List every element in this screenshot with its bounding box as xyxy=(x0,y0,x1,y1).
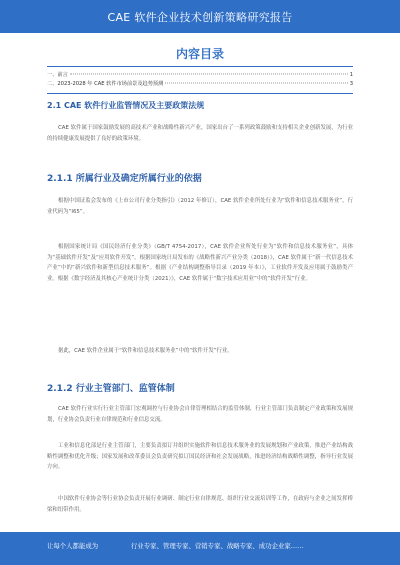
footer-slogan-right: 行业专家、管理专家、营销专家、战略专家、成功企业家…… xyxy=(131,542,304,550)
report-title: CAE 软件企业技术创新策略研究报告 xyxy=(107,11,293,24)
section-heading-2-1-1: 2.1.1 所属行业及确定所属行业的依据 xyxy=(47,174,202,184)
body-paragraph: 根据中国证监会发布的《上市公司行业分类指引》（2012 年修订），CAE 软件企业所处行业为“软件和信息技术服务业”，行业代码为“I65”。 xyxy=(47,198,353,215)
toc-divider-top xyxy=(47,66,353,67)
body-paragraph: 据此，CAE 软件企业属于“软件和信息技术服务业”中的“软件开发”行业。 xyxy=(58,348,233,354)
toc-heading: 内容目录 xyxy=(175,47,224,61)
toc-divider-bottom xyxy=(47,93,353,94)
toc-leader-dots xyxy=(70,74,348,75)
section-heading-2-1-2: 2.1.2 行业主管部门、监管体制 xyxy=(47,384,175,394)
footer-slogan-left: 让每个人都能成为 xyxy=(47,542,99,550)
body-paragraph: 根据国家统计局《国民经济行业分类》（GB/T 4754-2017），CAE 软件企业所处行业为“软件和信息技术服务业”，具体为“基础软件开发”及“应用软件开发”。根据国家统计局发布的《战略性新兴产业分类（2018）》，CAE 软件属于“新一代信息技术产业”中的“新兴软件和新型信息技术服务”。根据《产业结构调整指导目录（2019 年本）》，工业软件开发及应用属于鼓励类产业。根据《数字经济及其核心产业统计分类（2021）》，CAE 软件属于“数字技术应用业”中的“软件开发”行业。 xyxy=(47,244,353,282)
toc-entry-page: 3 xyxy=(349,81,353,87)
table-of-contents xyxy=(47,71,353,89)
toc-leader-dots xyxy=(165,83,347,84)
toc-entry-label: 一、前言 xyxy=(47,72,68,78)
body-paragraph: 中国软件行业协会等行业协会负责开展行业调研、制定行业自律规范、组织行业交流培训等工作，在政府与企业之间发挥桥梁和纽带作用。 xyxy=(47,496,353,513)
body-paragraph: 工业和信息化部是行业主管部门，主要负责拟订并组织实施软件和信息技术服务业的发展规划和产业政策，推进产业结构战略性调整和优化升级；国家发展和改革委员会负责研究拟订国民经济和社会发展战略，推进经济结构战略性调整，指导行业发展方向。 xyxy=(47,443,353,470)
toc-entry[interactable] xyxy=(47,71,353,80)
toc-entry[interactable] xyxy=(47,80,353,89)
body-paragraph: CAE 软件行业实行行业主管部门宏观调控与行业协会自律管理相结合的监管体制，行业主管部门负责制定产业政策和发展规划，行业协会负责行业自律规范和行业信息交流。 xyxy=(47,406,353,423)
section-heading-2-1: 2.1 CAE 软件行业监管情况及主要政策法规 xyxy=(47,101,205,110)
body-paragraph: CAE 软件属于国家鼓励发展的高技术产业和战略性新兴产业，国家出台了一系列政策鼓励和支持相关企业创新发展，为行业的持续健康发展提供了良好的政策环境。 xyxy=(47,125,353,142)
toc-entry-label: 二、2023-2028 年 CAE 软件市场前景及趋势预测 xyxy=(47,81,164,87)
toc-entry-page: 1 xyxy=(349,72,353,78)
